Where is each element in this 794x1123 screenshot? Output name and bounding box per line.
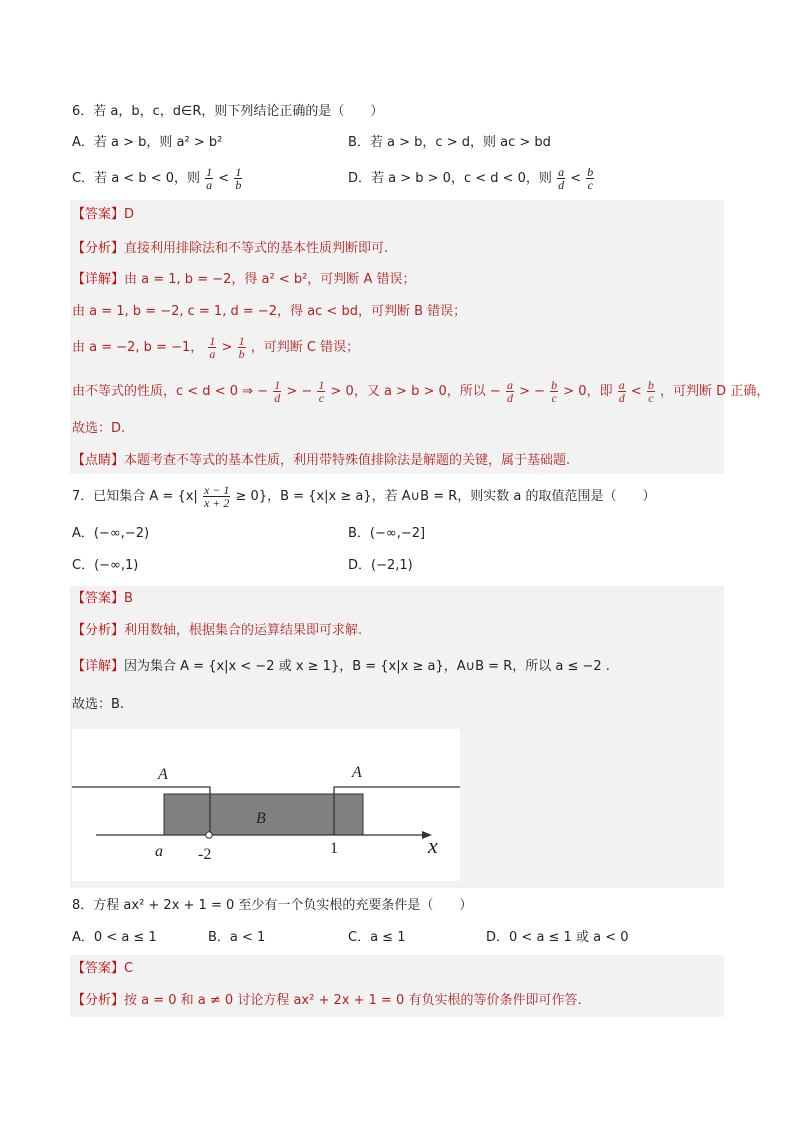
q6-comment <box>72 451 570 471</box>
analysis-text: 直接利用排除法和不等式的基本性质判断即可. <box>124 241 389 256</box>
answer-value: C <box>124 961 134 976</box>
q7-option-b: B．(−∞,−2] <box>348 526 426 541</box>
comment-tag: 【点睛】 <box>72 453 125 468</box>
q6-option-c <box>72 164 243 194</box>
analysis-tag: 【分析】 <box>72 241 125 256</box>
q6-option-d <box>348 164 595 194</box>
number-line-figure <box>72 729 460 881</box>
detail4-pre: 由不等式的性质，c < d < 0 ⇒ − <box>72 384 269 399</box>
detail4-post: ，可判断 D 正确， <box>660 384 770 399</box>
detail-text: 因为集合 A = {x|x < −2 或 x ≥ 1}，B = {x|x ≥ a}，A∪B = R，所以 a ≤ −2 . <box>124 659 610 674</box>
label-neg2: -2 <box>198 846 212 863</box>
frac-1-over-b: $\frac{1}{b}$ <box>238 334 245 361</box>
q7-option-a: A．(−∞,−2) <box>72 526 150 541</box>
detail-tag: 【详解】 <box>72 659 125 674</box>
detail4-mid3: > − <box>519 384 545 399</box>
q6-choose: 故选：D. <box>72 421 126 436</box>
q7-choose: 故选：B. <box>72 697 125 712</box>
q6-detail-3 <box>72 333 359 363</box>
label-1: 1 <box>330 840 338 857</box>
q7-analysis <box>72 621 362 641</box>
frac-1-over-a: $\frac{1}{a}$ <box>209 334 216 361</box>
frac-1-over-b: $\frac{1}{b}$ <box>235 165 242 192</box>
q6-option-d-lt: < <box>570 171 582 186</box>
frac-1-over-d: $\frac{1}{d}$ <box>274 378 281 405</box>
q6-option-b: B．若 a > b，c > d，则 ac > bd <box>348 135 551 150</box>
frac-1-over-a: $\frac{1}{a}$ <box>206 165 213 192</box>
detail3-gt: > <box>221 340 233 355</box>
frac-a-over-d: $\frac{a}{d}$ <box>506 378 513 405</box>
frac-b-over-c: $\frac{b}{c}$ <box>551 378 558 405</box>
detail3-pre: 由 a = −2, b = −1， <box>72 340 204 355</box>
q7-option-d: D．(−2,1) <box>348 558 413 573</box>
q6-analysis <box>72 239 388 259</box>
q6-option-a: A．若 a > b，则 a² > b² <box>72 135 223 150</box>
q7-option-c: C．(−∞,1) <box>72 558 139 573</box>
answer-tag: 【答案】 <box>72 207 125 222</box>
q6-answer <box>72 205 134 225</box>
detail4-mid2: > 0，又 a > b > 0，所以 − <box>330 384 501 399</box>
answer-tag: 【答案】 <box>72 591 125 606</box>
label-x: x <box>428 833 438 858</box>
label-a-right: A <box>352 764 362 781</box>
analysis-tag: 【分析】 <box>72 993 125 1008</box>
q8-option-a: A．0 < a ≤ 1 <box>72 930 157 945</box>
q6-detail-4 <box>72 377 769 407</box>
label-a-left: A <box>158 766 168 783</box>
frac-a-over-d: $\frac{a}{d}$ <box>618 378 625 405</box>
q6-stem: 6．若 a，b，c，d∈R，则下列结论正确的是（ ） <box>72 104 384 119</box>
detail4-mid1: > − <box>286 384 313 399</box>
q6-option-c-text: C．若 a < b < 0，则 <box>72 171 201 186</box>
q7-stem-rest: ≥ 0}，B = {x|x ≥ a}，若 A∪B = R，则实数 a 的取值范围是（ ） <box>235 489 656 504</box>
q6-detail-2: 由 a = 1, b = −2, c = 1, d = −2，得 ac < bd，可判断 B 错误； <box>72 304 467 319</box>
q7-stem <box>72 482 656 512</box>
label-b: B <box>256 810 266 827</box>
analysis-text: 利用数轴，根据集合的运算结果即可求解. <box>124 623 363 638</box>
q8-option-c: C．a ≤ 1 <box>348 930 406 945</box>
frac-1-over-c: $\frac{1}{c}$ <box>318 378 325 405</box>
q8-option-d: D．0 < a ≤ 1 或 a < 0 <box>486 930 629 945</box>
detail3-post: ，可判断 C 错误； <box>250 340 360 355</box>
detail-tag: 【详解】 <box>72 272 125 287</box>
q8-option-b: B．a < 1 <box>208 930 266 945</box>
answer-value: B <box>124 591 133 606</box>
q8-analysis <box>72 991 582 1011</box>
analysis-text: 按 a = 0 和 a ≠ 0 讨论方程 ax² + 2x + 1 = 0 有负实根的等价条件即可作答. <box>124 993 582 1008</box>
frac-x-minus-1-over-x-plus-2: $\frac{x - 1}{x + 2}$ <box>203 483 230 510</box>
q6-option-d-text: D．若 a > b > 0，c < d < 0，则 <box>348 171 552 186</box>
detail-text: 由 a = 1, b = −2，得 a² < b²，可判断 A 错误； <box>124 272 416 287</box>
comment-text: 本题考查不等式的基本性质，利用带特殊值排除法是解题的关键，属于基础题. <box>124 453 571 468</box>
q7-stem-pre: 7．已知集合 A = {x| <box>72 489 198 504</box>
q8-answer <box>72 959 133 979</box>
answer-tag: 【答案】 <box>72 961 125 976</box>
frac-b-over-c: $\frac{b}{c}$ <box>587 165 594 192</box>
q7-answer <box>72 589 133 609</box>
detail4-mid4: > 0，即 <box>563 384 613 399</box>
detail4-mid5: < <box>630 384 642 399</box>
analysis-tag: 【分析】 <box>72 623 125 638</box>
q7-detail <box>72 657 610 677</box>
number-line-svg <box>72 729 460 881</box>
answer-value: D <box>124 207 135 222</box>
open-point-neg2 <box>206 832 212 838</box>
label-small-a: a <box>155 843 163 860</box>
q8-stem: 8．方程 ax² + 2x + 1 = 0 至少有一个负实根的充要条件是（ ） <box>72 898 473 913</box>
q6-detail-1 <box>72 270 415 290</box>
q6-option-c-lt: < <box>218 171 230 186</box>
frac-b-over-c: $\frac{b}{c}$ <box>647 378 654 405</box>
frac-a-over-d: $\frac{a}{d}$ <box>558 165 565 192</box>
